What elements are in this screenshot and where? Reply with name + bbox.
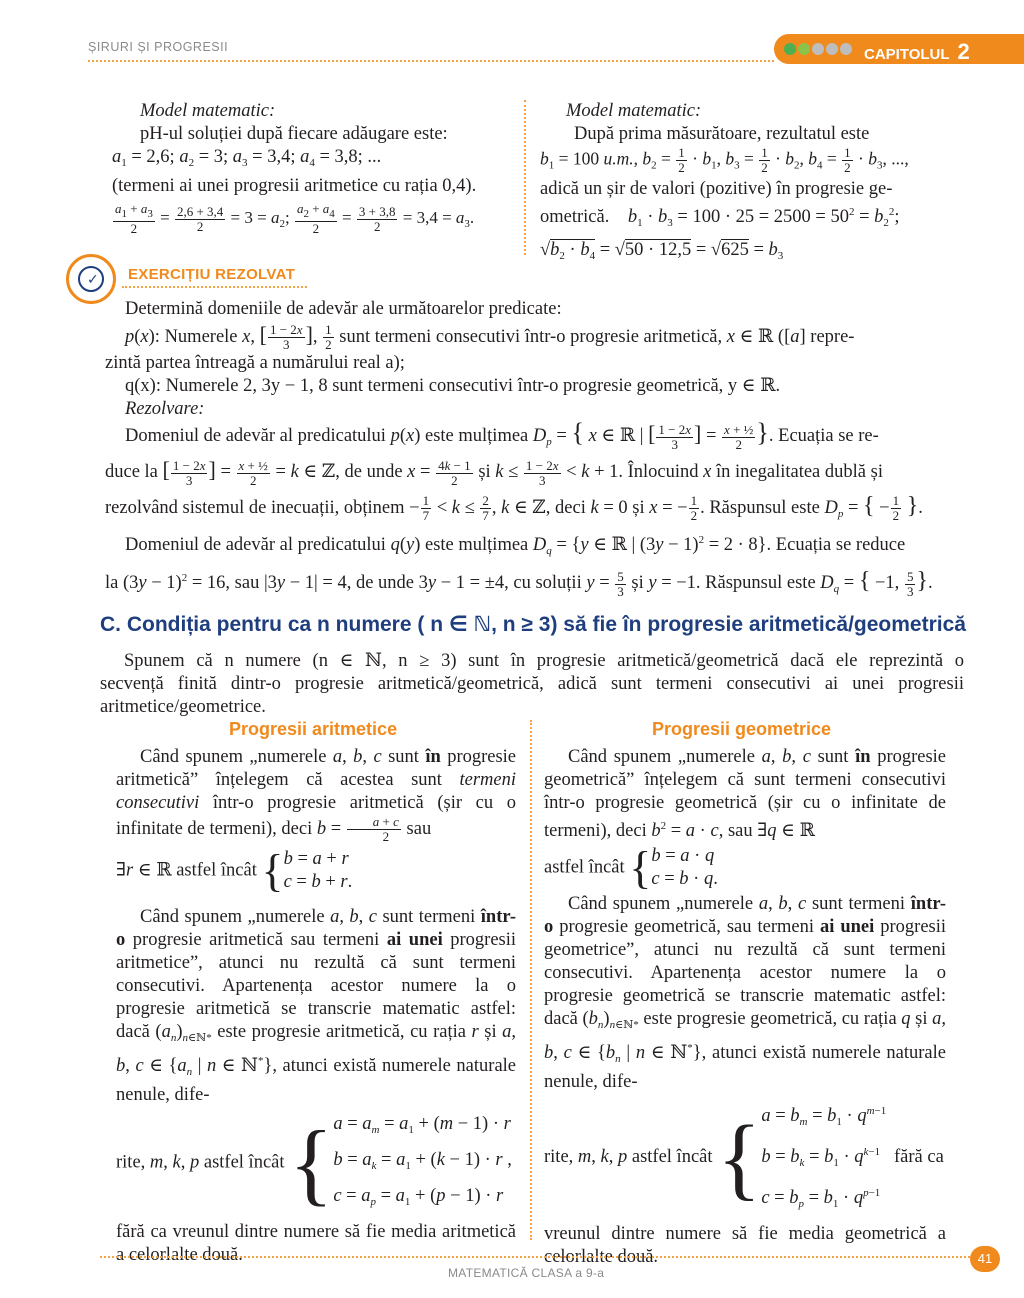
predicate-p-tail: zintă partea întreagă a numărului real a); bbox=[105, 353, 405, 374]
chapter-label: CAPITOLUL bbox=[864, 46, 950, 63]
right-p3: vreunul dintre numere să fie media geometrică a celorlalte două. bbox=[544, 1224, 946, 1267]
running-title: ȘIRURI ȘI PROGRESII bbox=[88, 40, 229, 54]
model-line-4: $\frac{a_1 + a_3}{2}$ = $\frac{2,6 + 3,4}{2}$ = $3 = a_2$; $\frac{a_2 + a_4}{2}$ = $\frac{3 + 3,8}{2}$ = $3,4 = a_3$. bbox=[115, 201, 475, 236]
left-column-title: Progresii aritmetice bbox=[229, 719, 398, 739]
exercise-intro: Determină domeniile de adevăr ale următoarelor predicate: bbox=[125, 299, 562, 319]
footer-dotted-rule bbox=[100, 1256, 970, 1258]
footer-text: MATEMATICĂ CLASA a 9-a bbox=[448, 1266, 605, 1280]
top-right-model bbox=[540, 100, 962, 268]
header-dotted-rule bbox=[88, 60, 774, 62]
exercise-label: EXERCIȚIU REZOLVAT bbox=[128, 266, 296, 283]
intro-line-2: secvență finită dintr-o progresie aritmetică/geometrică, adică sunt termeni consecutivi ai unei progresii bbox=[100, 674, 964, 694]
solution-label: Rezolvare: bbox=[125, 399, 205, 420]
predicate-q: q(x): Numerele 2, 3y − 1, 8 sunt termeni consecutivi într-o progresie geometrică, y ∈ ℝ. bbox=[125, 376, 781, 397]
section-c-title: C. Condiția pentru ca n numere ( n ∈ ℕ, n ≥ 3) să fie în progresie aritmetică/geometrică bbox=[100, 613, 966, 636]
progress-dots-icon bbox=[784, 42, 852, 56]
page-number: 41 bbox=[970, 1246, 1000, 1272]
right-column-title: Progresii geometrice bbox=[652, 719, 832, 739]
predicate-p: p(x): Numerele x, [ $\frac{1 - 2x}{3}$ ], $\frac{1}{2}$ sunt termeni consecutivi într-o progresie aritmetică, x ∈ ℝ ([a] repre- bbox=[125, 322, 855, 353]
solution-p-3: rezolvând sistemul de inecuații, obținem − $\frac{1}{7}$ < k ≤ $\frac{2}{7}$ , k ∈ ℤ, deci k = 0 și x = − $\frac{1}{2}$ . Răspunsul este $D_p$ = { − $\frac{1}{2}$ }. bbox=[105, 492, 923, 523]
solution-q-2: la $(3y - 1)^2 = 16$, sau |3y − 1| = 4, de unde 3y − 1 = ±4, cu soluții y = $\frac{5}{3}$ și y = −1. Răspunsul este $D_q$ = { −1, $\frac{5}{3}$ }. bbox=[105, 568, 933, 599]
model-title: Model matematic: bbox=[140, 101, 276, 121]
left-p2: Când spunem „numerele a, b, c sunt termeni într-o progresie aritmetică sau termeni ai unei progresii aritmetice”, atunci nu rezultă că sunt termeni consecutivi. Apartenența acestor numere la o progresie aritmetică se transcrie matematic astfel: dacă $(a_n)_{n\in ℕ*}$ este progresie aritmetică, cu rația r și a, b, c ∈ {$a_n$ | n ∈ ℕ*}, atunci există numerele naturale nenule, dife- bbox=[116, 907, 517, 1105]
right-column bbox=[544, 746, 946, 1269]
top-column-divider bbox=[524, 100, 526, 255]
model-line-3: (termeni ai unei progresii aritmetice cu rația 0,4). bbox=[112, 176, 477, 196]
model-right-line-2: $b_1 = 100$ u.m., $b_2$ = $\frac{1}{2}$ · $b_1$, $b_3$ = $\frac{1}{2}$ · $b_2$, $b_4$ = $\frac{1}{2}$ · $b_3$, ..., bbox=[540, 145, 909, 175]
right-system-1: astfel încât { b = a · q c = b · q. bbox=[544, 842, 718, 893]
model-right-line-4: ometrică. $b_1 \cdot b_3 = 100 \cdot 25 = 2500 = 50^2 = b_2^2$; bbox=[540, 205, 900, 229]
left-p3: fără ca vreunul dintre numere să fie media aritmetică a celorlalte două. bbox=[116, 1222, 516, 1265]
left-system-1: ∃r ∈ ℝ astfel încât { b = a + r c = b + r. bbox=[116, 845, 353, 896]
section-column-divider bbox=[530, 720, 532, 1240]
exercise-body bbox=[105, 298, 965, 601]
section-c-intro bbox=[100, 650, 964, 719]
exercise-dotted-rule bbox=[122, 286, 307, 288]
right-p1: Când spunem „numerele a, b, c sunt în progresie geometrică” înțelegem că sunt termeni consecutivi într-o progresie geometrică (șir cu o infinitate de termeni), deci $b^2 = a \cdot c$, sau ∃q ∈ ℝ bbox=[544, 747, 947, 841]
solution-q-1: Domeniul de adevăr al predicatului q(y) este mulțimea $D_q = \{y$ ∈ ℝ | $(3y - 1)^2 = 2 \cdot 8$}. Ecuația se reduce bbox=[125, 534, 906, 558]
model-right-line-5: $√b_2 \cdot b_4 = √50 \cdot 12,5 = √625 = b_3$ bbox=[540, 239, 784, 262]
model-line-1: pH-ul soluției după fiecare adăugare este: bbox=[140, 124, 448, 144]
chapter-number: 2 bbox=[957, 39, 970, 64]
model-right-line-3: adică un șir de valori (pozitive) în progresie ge- bbox=[540, 178, 893, 199]
right-p2: Când spunem „numerele a, b, c sunt termeni într-o progresie geometrică, sau termeni ai unei progresii geometrice”, atunci nu rezultă că sunt termeni consecutivi. Apartenența acestor numere la o progresie geometrică se transcrie matematic astfel: dacă $(b_n)_{n\in ℕ*}$ este progresie geometrică, cu rația q și a, b, c ∈ {$b_n$ | n ∈ ℕ*}, atunci există numerele naturale nenule, dife- bbox=[544, 894, 947, 1092]
model-title-right: Model matematic: bbox=[566, 101, 702, 121]
intro-line-1: Spunem că n numere (n ∈ ℕ, n ≥ 3) sunt în progresie aritmetică/geometrică dacă ele reprezintă o bbox=[124, 651, 964, 671]
top-left-model bbox=[112, 100, 512, 236]
solution-p-2: duce la [ $\frac{1 - 2x}{3}$ ] = $\frac{\text{x + ½}}{2}$ = k ∈ ℤ, de unde x = $\frac{4k - 1}{2}$ și k ≤ $\frac{1 - 2x}{3}$ < k + 1. Înlocuind x în inegalitatea dublă și bbox=[105, 457, 883, 488]
chapter-tab bbox=[774, 34, 1024, 64]
intro-line-3: aritmetice/geometrice. bbox=[100, 697, 266, 717]
right-system-2: rite, m, k, p astfel încât { $a = b_m = b_1 \cdot q^{m-1}$ $b = b_k = b_1 \cdot q^{k-1}$ fără ca $c = b_p = b_1 \cdot q^{p-1}$ bbox=[544, 1105, 944, 1210]
left-column bbox=[116, 746, 516, 1267]
left-p1: Când spunem „numerele a, b, c sunt în progresie aritmetică” înțelegem că acestea sunt termeni consecutivi într-o progresie aritmetică (șir cu o infinitate de termeni), deci b = $\frac{a + c}{2}$ sau bbox=[116, 747, 517, 844]
model-right-line-1: După prima măsurătoare, rezultatul este bbox=[574, 124, 870, 144]
solution-p-1: Domeniul de adevăr al predicatului p(x) este mulțimea $D_p$ = { x ∈ ℝ | [ $\frac{1 - 2x}{3}$ ] = $\frac{\text{x + ½}}{2}$ }. Ecuația se re- bbox=[125, 418, 879, 452]
exercise-badge-icon: ✓ bbox=[66, 254, 116, 304]
left-system-2: rite, m, k, p astfel încât { $a = a_m = a_1 + (m - 1) \cdot r$ $b = a_k = a_1 + (k - 1) \cdot r$ , $c = a_p = a_1 + (p - 1) \cdot r$ bbox=[116, 1112, 512, 1214]
model-line-2: $a_1 = 2,6$; $a_2 = 3$; $a_3 = 3,4$; $a_4 = 3,8$; ... bbox=[112, 147, 382, 169]
